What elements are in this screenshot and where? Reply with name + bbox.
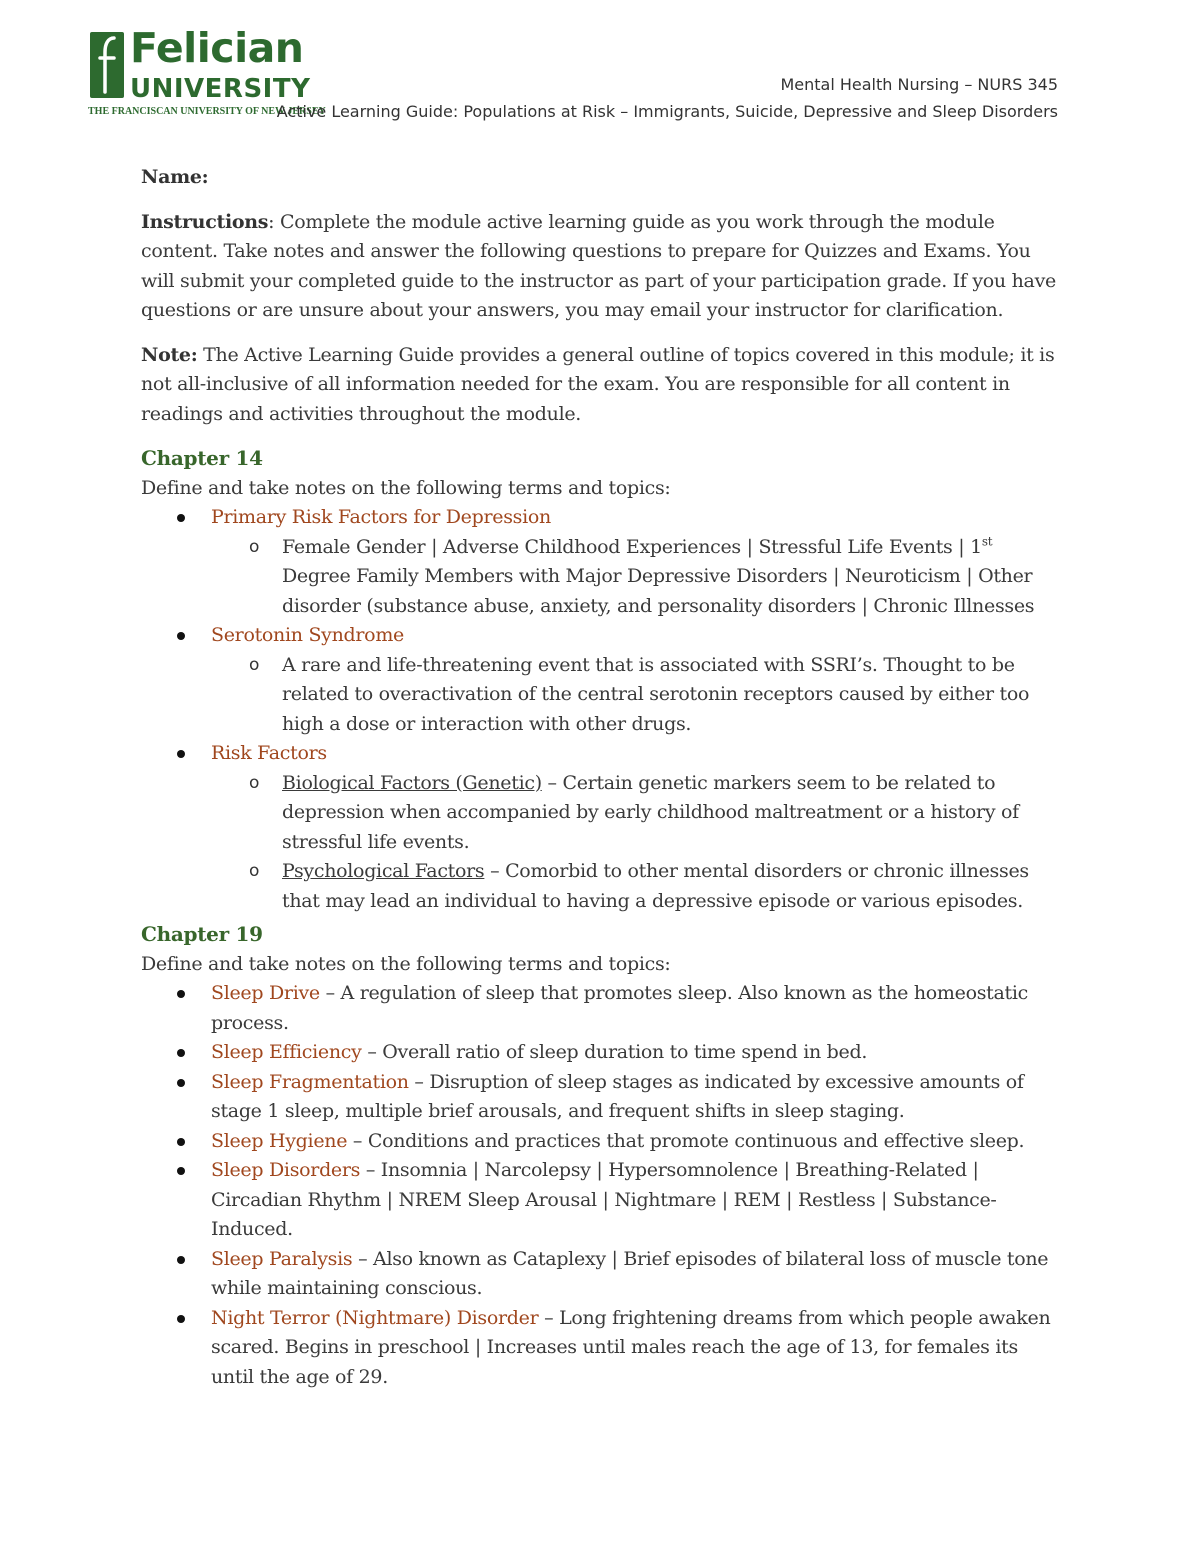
sub-label: Psychological Factors	[282, 860, 485, 882]
note-paragraph	[141, 341, 1061, 430]
instructions-label: Instructions	[141, 210, 269, 233]
sub-list-item	[211, 533, 1061, 622]
list-item	[141, 739, 1061, 916]
definition: – Conditions and practices that promote continuous and effective sleep.	[347, 1129, 1025, 1152]
superscript: st	[981, 534, 993, 549]
list-item	[141, 621, 1061, 739]
term: Serotonin Syndrome	[211, 624, 404, 646]
chapter-14-list	[141, 503, 1061, 916]
definition: – Insomnia | Narcolepsy | Hypersomnolence | Breathing-Related | Circadian Rhythm | NREM Sleep Arousal | Nightmare | REM | Restless | Substance-Induced.	[211, 1159, 997, 1240]
name-label: Name:	[141, 166, 209, 188]
sub-list-item	[211, 857, 1061, 916]
sub-text: – Certain genetic markers seem to be related to depression when accompanied by early childhood maltreatment or a history of stressful life events.	[282, 771, 1019, 853]
list-item	[141, 1304, 1061, 1393]
term: Risk Factors	[211, 742, 327, 764]
definition: – Also known as Cataplexy | Brief episodes of bilateral loss of muscle tone while maintaining conscious.	[211, 1247, 1049, 1299]
header-course: Mental Health Nursing – NURS 345	[780, 75, 1058, 94]
logo-emblem-icon	[90, 32, 124, 98]
sub-list-item	[211, 651, 1061, 740]
term: Sleep Efficiency	[211, 1041, 362, 1063]
list-item	[141, 1156, 1061, 1245]
name-field	[141, 163, 1061, 193]
sub-label: Biological Factors (Genetic)	[282, 771, 542, 794]
instructions-text: : Complete the module active learning guide as you work through the module content. Take notes and answer the following questions to prepare for Quizzes and Exams. You will submit your completed guide to the instructor as part of your participation grade. If you have questions or are unsure about your answers, you may email your instructor for clarification.	[141, 210, 1056, 321]
list-item	[141, 503, 1061, 621]
list-item	[141, 1127, 1061, 1157]
sub-list-item	[211, 769, 1061, 858]
sub-text: Degree Family Members with Major Depressive Disorders | Neuroticism | Other disorder (substance abuse, anxiety, and personality disorders | Chronic Illnesses	[282, 565, 1035, 617]
note-label: Note:	[141, 343, 198, 366]
instructions-paragraph	[141, 208, 1061, 326]
definition: – Disruption of sleep stages as indicated by excessive amounts of stage 1 sleep, multiple brief arousals, and frequent shifts in sleep staging.	[211, 1070, 1024, 1122]
logo-name: Felician	[130, 24, 304, 72]
sub-text: – Comorbid to other mental disorders or chronic illnesses that may lead an individual to having a depressive episode or various episodes.	[282, 860, 1029, 912]
chapter-19-list	[141, 979, 1061, 1392]
list-item	[141, 1245, 1061, 1304]
chapter-19-heading: Chapter 19	[141, 922, 263, 946]
term: Sleep Drive	[211, 982, 320, 1004]
list-item	[141, 1068, 1061, 1127]
term: Primary Risk Factors for Depression	[211, 506, 551, 528]
definition: – Overall ratio of sleep duration to time spend in bed.	[361, 1041, 868, 1063]
term: Sleep Fragmentation	[211, 1070, 409, 1093]
chapter-14-intro: Define and take notes on the following terms and topics:	[141, 476, 671, 499]
note-text: The Active Learning Guide provides a general outline of topics covered in this module; it is not all-inclusive of all information needed for the exam. You are responsible for all content in readings and activities throughout the module.	[141, 343, 1055, 425]
chapter-14-heading: Chapter 14	[141, 446, 263, 470]
definition: – A regulation of sleep that promotes sleep. Also known as the homeostatic process.	[211, 982, 1028, 1034]
term: Sleep Disorders	[211, 1159, 361, 1181]
logo-tagline: THE FRANCISCAN UNIVERSITY OF NEW JERSEY	[88, 106, 326, 117]
document-body	[141, 163, 1061, 1392]
list-item	[141, 979, 1061, 1038]
sub-text: Female Gender | Adverse Childhood Experiences | Stressful Life Events | 1	[282, 535, 982, 558]
header-title: Active Learning Guide: Populations at Risk – Immigrants, Suicide, Depressive and Sleep Disorders	[276, 102, 1058, 121]
definition: – Long frightening dreams from which people awaken scared. Begins in preschool | Increases until males reach the age of 13, for females its until the age of 29.	[211, 1306, 1051, 1388]
term: Night Terror (Nightmare) Disorder	[211, 1306, 539, 1329]
logo-university: UNIVERSITY	[130, 74, 311, 104]
list-item	[141, 1038, 1061, 1068]
term: Sleep Paralysis	[211, 1247, 353, 1270]
chapter-19-intro: Define and take notes on the following terms and topics:	[141, 952, 671, 975]
term: Sleep Hygiene	[211, 1129, 348, 1152]
sub-text: A rare and life-threatening event that is associated with SSRI’s. Thought to be related to overactivation of the central serotonin receptors caused by either too high a dose or interaction with other drugs.	[282, 653, 1030, 735]
